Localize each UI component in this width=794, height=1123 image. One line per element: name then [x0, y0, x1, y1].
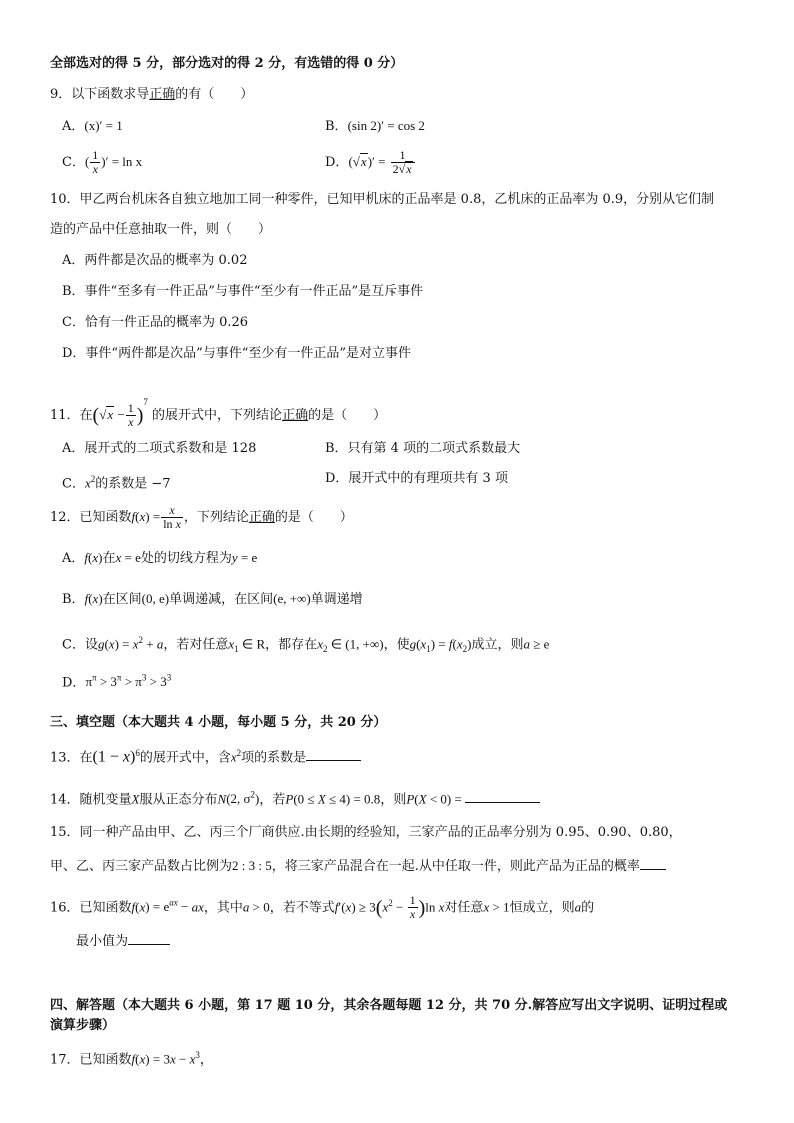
question-10-line-1: 10．甲乙两台机床各自独立地加工同一种零件，已知甲机床的正品率是 0.8，乙机床的正品率为 0.9，分别从它们制: [50, 192, 715, 207]
section-3-heading: 三、填空题（本大题共 4 小题，每小题 5 分，共 20 分）: [50, 715, 387, 730]
question-12-option-c: C．设$g(x) = x^2 + a$，若对任意$x_1$ ∈ R，都存在$x_2$ ∈ (1, +∞)，使$g(x_1) = f(x_2)$成立，则a ≥ e: [62, 635, 550, 654]
scoring-note: 全部选对的得 5 分，部分选对的得 2 分，有选错的得 0 分）: [50, 56, 404, 71]
question-10-option-c: C．恰有一件正品的概率为 0.26: [62, 315, 249, 330]
answer-blank[interactable]: [640, 855, 666, 870]
question-9-stem: 9．以下函数求导正确的有（ ）: [50, 87, 254, 102]
section-4-heading-line-2: 演算步骤）: [50, 1018, 116, 1033]
question-10-option-d: D．事件“两件都是次品”与事件“至少有一件正品”是对立事件: [62, 346, 412, 361]
question-11-option-b: B．只有第 4 项的二项式系数最大: [325, 441, 521, 456]
question-16-line-1: 16．已知函数$f(x) = e^{ax}$ − ax，其中a > 0，若不等式$f'(x) \ge 3(x^2$ − $\frac{1}{x}$ )ln x对任意x > 1恒成立，则a的: [50, 893, 595, 922]
answer-blank[interactable]: [306, 746, 361, 761]
question-9-option-a: A．(x)′ = 1: [62, 118, 123, 134]
question-17: 17．已知函数$f(x) = 3x - x^3$，: [50, 1050, 213, 1068]
question-12-stem: 12．已知函数f(x) = $\frac{x}{\text{ln x}}$ ，下列结论正确的是（ ）: [50, 503, 353, 531]
question-10-option-b: B．事件“至多有一件正品”与事件“至少有一件正品”是互斥事件: [62, 284, 424, 299]
fraction-x-over-lnx: $\frac{x}{\text{ln x}}$: [163, 503, 181, 531]
question-10-option-a: A．两件都是次品的概率为 0.02: [62, 253, 248, 268]
question-14: 14．随机变量X服从正态分布N(2, $\sigma^2$)，若P(0 ≤ X ≤ 4) = 0.8，则P(X < 0) =: [50, 786, 540, 809]
question-13: 13．在$(1 - x)^6$的展开式中，含$x^2$项的系数是: [50, 744, 361, 767]
section-4-heading-line-1: 四、解答题（本大题共 6 小题，第 17 题 10 分，其余各题每题 12 分，共 70 分.解答应写出文字说明、证明过程或: [50, 998, 728, 1013]
question-12-option-d: D．$\pi^\pi > 3^\pi > \pi^3 > 3^3$: [62, 673, 172, 691]
question-11-option-c: C．$x^2$的系数是 −7: [62, 474, 171, 492]
question-11-option-d: D．展开式中的有理项共有 3 项: [325, 471, 508, 486]
fraction-one-over-x: $\frac{1}{x}$: [127, 401, 134, 429]
question-12-option-a: A．f(x)在x = e处的切线方程为y = e: [62, 550, 258, 566]
question-9-option-b: B．(sin 2)′ = cos 2: [325, 118, 425, 134]
question-16-line-2: 最小值为: [76, 930, 170, 951]
answer-blank[interactable]: [465, 788, 540, 803]
question-12-option-b: B．f(x)在区间(0, e)单调递减，在区间(e, +∞)单调递增: [62, 591, 363, 607]
question-9-option-d: D．(√x)′ = $\frac{1}{2√x}$: [325, 145, 416, 180]
answer-blank[interactable]: [128, 930, 170, 945]
fraction-one-over-x: $\frac{1}{x}$: [92, 148, 99, 176]
question-15-line-2: 甲、乙、丙三家产品数占比例为2 : 3 : 5，将三家产品混合在一起.从中任取一件，则此产品为正品的概率: [50, 855, 666, 876]
question-15-line-1: 15．同一种产品由甲、乙、丙三个厂商供应.由长期的经验知，三家产品的正品率分别为 0.95、0.90、0.80，: [50, 825, 682, 840]
question-11-option-a: A．展开式的二项式系数和是 128: [62, 441, 257, 456]
question-10-line-2: 造的产品中任意抽取一件，则（ ）: [50, 222, 272, 237]
question-9-option-c: C．( $\frac{1}{x}$ )′ = ln x: [62, 148, 143, 176]
fraction-one-over-x: $\frac{1}{x}$: [409, 893, 416, 922]
fraction-one-over-two-sqrt-x: $\frac{1}{2√x}$: [391, 149, 415, 176]
question-11-stem: 11．在(√x − $\frac{1}{x}$ )$^7$ 的展开式中，下列结论正确的是（ ）: [50, 397, 387, 429]
